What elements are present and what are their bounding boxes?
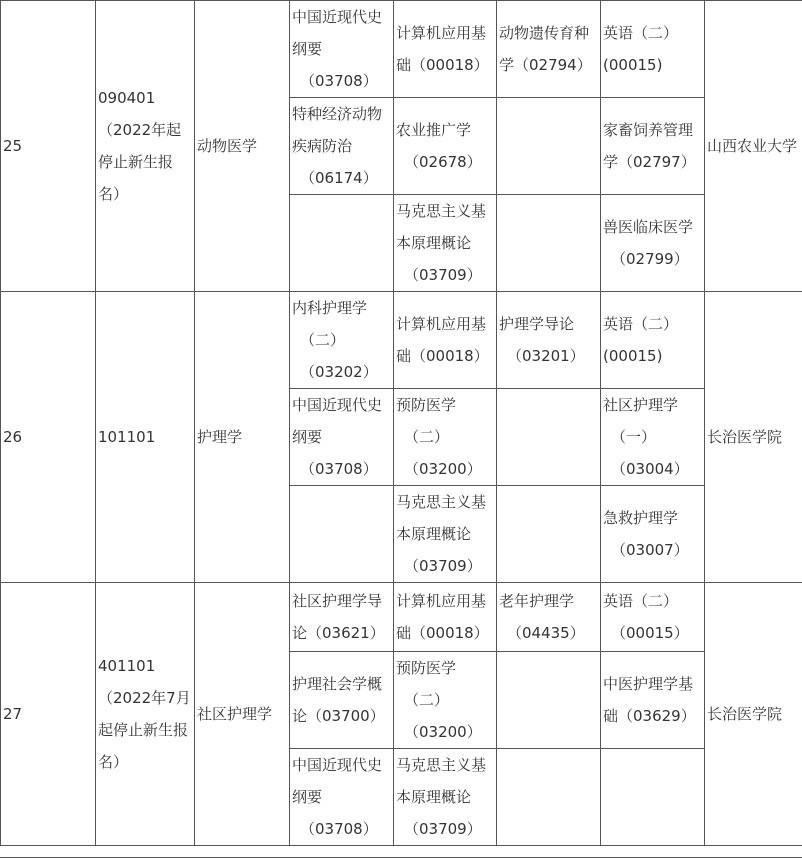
serial-number-cell (1, 292, 96, 583)
school-cell (705, 292, 802, 583)
course-name: 中国近现代史纲要 (292, 756, 383, 806)
course-name: 老年护理学 (499, 592, 575, 610)
course-cell (601, 1, 705, 98)
school-name: 山西农业大学 (707, 137, 798, 155)
course-cell (601, 389, 705, 486)
course-code: （03709） (404, 266, 482, 284)
course-cell (394, 652, 497, 749)
course-cell (601, 98, 705, 195)
course-code: （03007） (611, 541, 689, 559)
serial-number: 25 (3, 137, 23, 155)
course-name: 护理社会学概论（03700） (292, 675, 385, 725)
course-cell-empty (497, 98, 601, 195)
course-cell (290, 1, 394, 98)
course-cell-empty (601, 749, 705, 846)
major-name-cell (195, 583, 290, 846)
course-cell-empty (497, 195, 601, 292)
course-code: （03201） (507, 347, 585, 365)
course-code: （03709） (404, 557, 482, 575)
course-name: 特种经济动物疾病防治 (292, 105, 383, 155)
course-code: （03200） (404, 723, 482, 741)
course-name: 动物遗传育种学（02794） (499, 24, 592, 74)
course-level: （一） (611, 428, 657, 446)
major-name-cell (195, 1, 290, 292)
course-cell (601, 195, 705, 292)
course-code: （03004） (611, 460, 689, 478)
course-cell (394, 195, 497, 292)
major-code: 401101 (98, 657, 156, 675)
course-name: 中国近现代史纲要 (292, 8, 383, 58)
course-cell (394, 98, 497, 195)
course-level: （二） (300, 331, 346, 349)
major-code-cell (96, 583, 195, 846)
course-cell (497, 1, 601, 98)
course-cell (601, 486, 705, 583)
school-name: 长治医学院 (707, 705, 783, 723)
course-cell (394, 749, 497, 846)
course-code: (00015) (603, 347, 663, 365)
major-name: 社区护理学 (197, 705, 273, 723)
table-row (1, 1, 802, 98)
major-name-cell (195, 292, 290, 583)
major-code-note: （2022年7月起停止新生报名） (98, 689, 191, 771)
course-cell-empty (497, 486, 601, 583)
serial-number-cell (1, 583, 96, 846)
major-code: 101101 (98, 428, 156, 446)
major-code-cell (96, 292, 195, 583)
course-cell (601, 652, 705, 749)
course-cell (601, 583, 705, 652)
course-name: 预防医学 (396, 396, 457, 414)
course-name: 中国近现代史纲要 (292, 396, 383, 446)
course-cell (497, 292, 601, 389)
major-code-note: （2022年起停止新生报名） (98, 121, 182, 203)
course-level: （二） (404, 691, 450, 709)
course-code: （03708） (300, 72, 378, 90)
course-code: （00015） (611, 624, 689, 642)
course-name: 社区护理学 (603, 396, 679, 414)
serial-number-cell (1, 1, 96, 292)
course-name: 预防医学 (396, 659, 457, 677)
course-cell (290, 749, 394, 846)
serial-number: 26 (3, 428, 23, 446)
course-cell (497, 583, 601, 652)
course-name: 英语（二） (603, 24, 679, 42)
major-code-cell (96, 1, 195, 292)
course-cell (601, 292, 705, 389)
course-code: （04435） (507, 624, 585, 642)
table-row (1, 292, 802, 389)
course-cell-empty (497, 749, 601, 846)
school-cell (705, 583, 802, 846)
course-cell (290, 98, 394, 195)
course-code: （02678） (404, 153, 482, 171)
course-cell (290, 292, 394, 389)
course-code: （03709） (404, 820, 482, 838)
course-name: 马克思主义基本原理概论 (396, 756, 487, 806)
major-code: 090401 (98, 89, 156, 107)
course-name: 社区护理学导论（03621） (292, 592, 385, 642)
course-name: 计算机应用基础（00018） (396, 24, 489, 74)
course-name: 马克思主义基本原理概论 (396, 493, 487, 543)
course-cell (394, 486, 497, 583)
course-cell (290, 389, 394, 486)
course-name: 兽医临床医学 (603, 218, 694, 236)
course-name: 农业推广学 (396, 121, 472, 139)
course-name: 急救护理学 (603, 509, 679, 527)
course-cell (394, 389, 497, 486)
course-code: （03708） (300, 460, 378, 478)
course-name: 内科护理学 (292, 299, 368, 317)
course-name: 家畜饲养管理学（02797） (603, 121, 696, 171)
course-code: （03200） (404, 460, 482, 478)
course-level: （二） (404, 428, 450, 446)
course-cell-empty (497, 389, 601, 486)
major-name: 动物医学 (197, 137, 258, 155)
course-cell-empty (290, 195, 394, 292)
course-cell (394, 292, 497, 389)
course-cell-empty (497, 652, 601, 749)
course-cell (290, 583, 394, 652)
course-cell (290, 652, 394, 749)
course-cell (394, 583, 497, 652)
course-name: 英语（二） (603, 592, 679, 610)
course-name: 英语（二） (603, 315, 679, 333)
course-name: 中医护理学基础（03629） (603, 675, 696, 725)
course-code: （02799） (611, 250, 689, 268)
course-name: 马克思主义基本原理概论 (396, 202, 487, 252)
course-code: （03202） (300, 363, 378, 381)
school-cell (705, 1, 802, 292)
course-name: 计算机应用基础（00018） (396, 592, 489, 642)
school-name: 长治医学院 (707, 428, 783, 446)
course-name: 护理学导论 (499, 315, 575, 333)
major-name: 护理学 (197, 428, 243, 446)
course-code: （03708） (300, 820, 378, 838)
course-name: 计算机应用基础（00018） (396, 315, 489, 365)
serial-number: 27 (3, 705, 23, 723)
course-code: （06174） (300, 169, 378, 187)
course-cell-empty (290, 486, 394, 583)
course-code: (00015) (603, 56, 663, 74)
course-cell (394, 1, 497, 98)
table-row (1, 583, 802, 652)
